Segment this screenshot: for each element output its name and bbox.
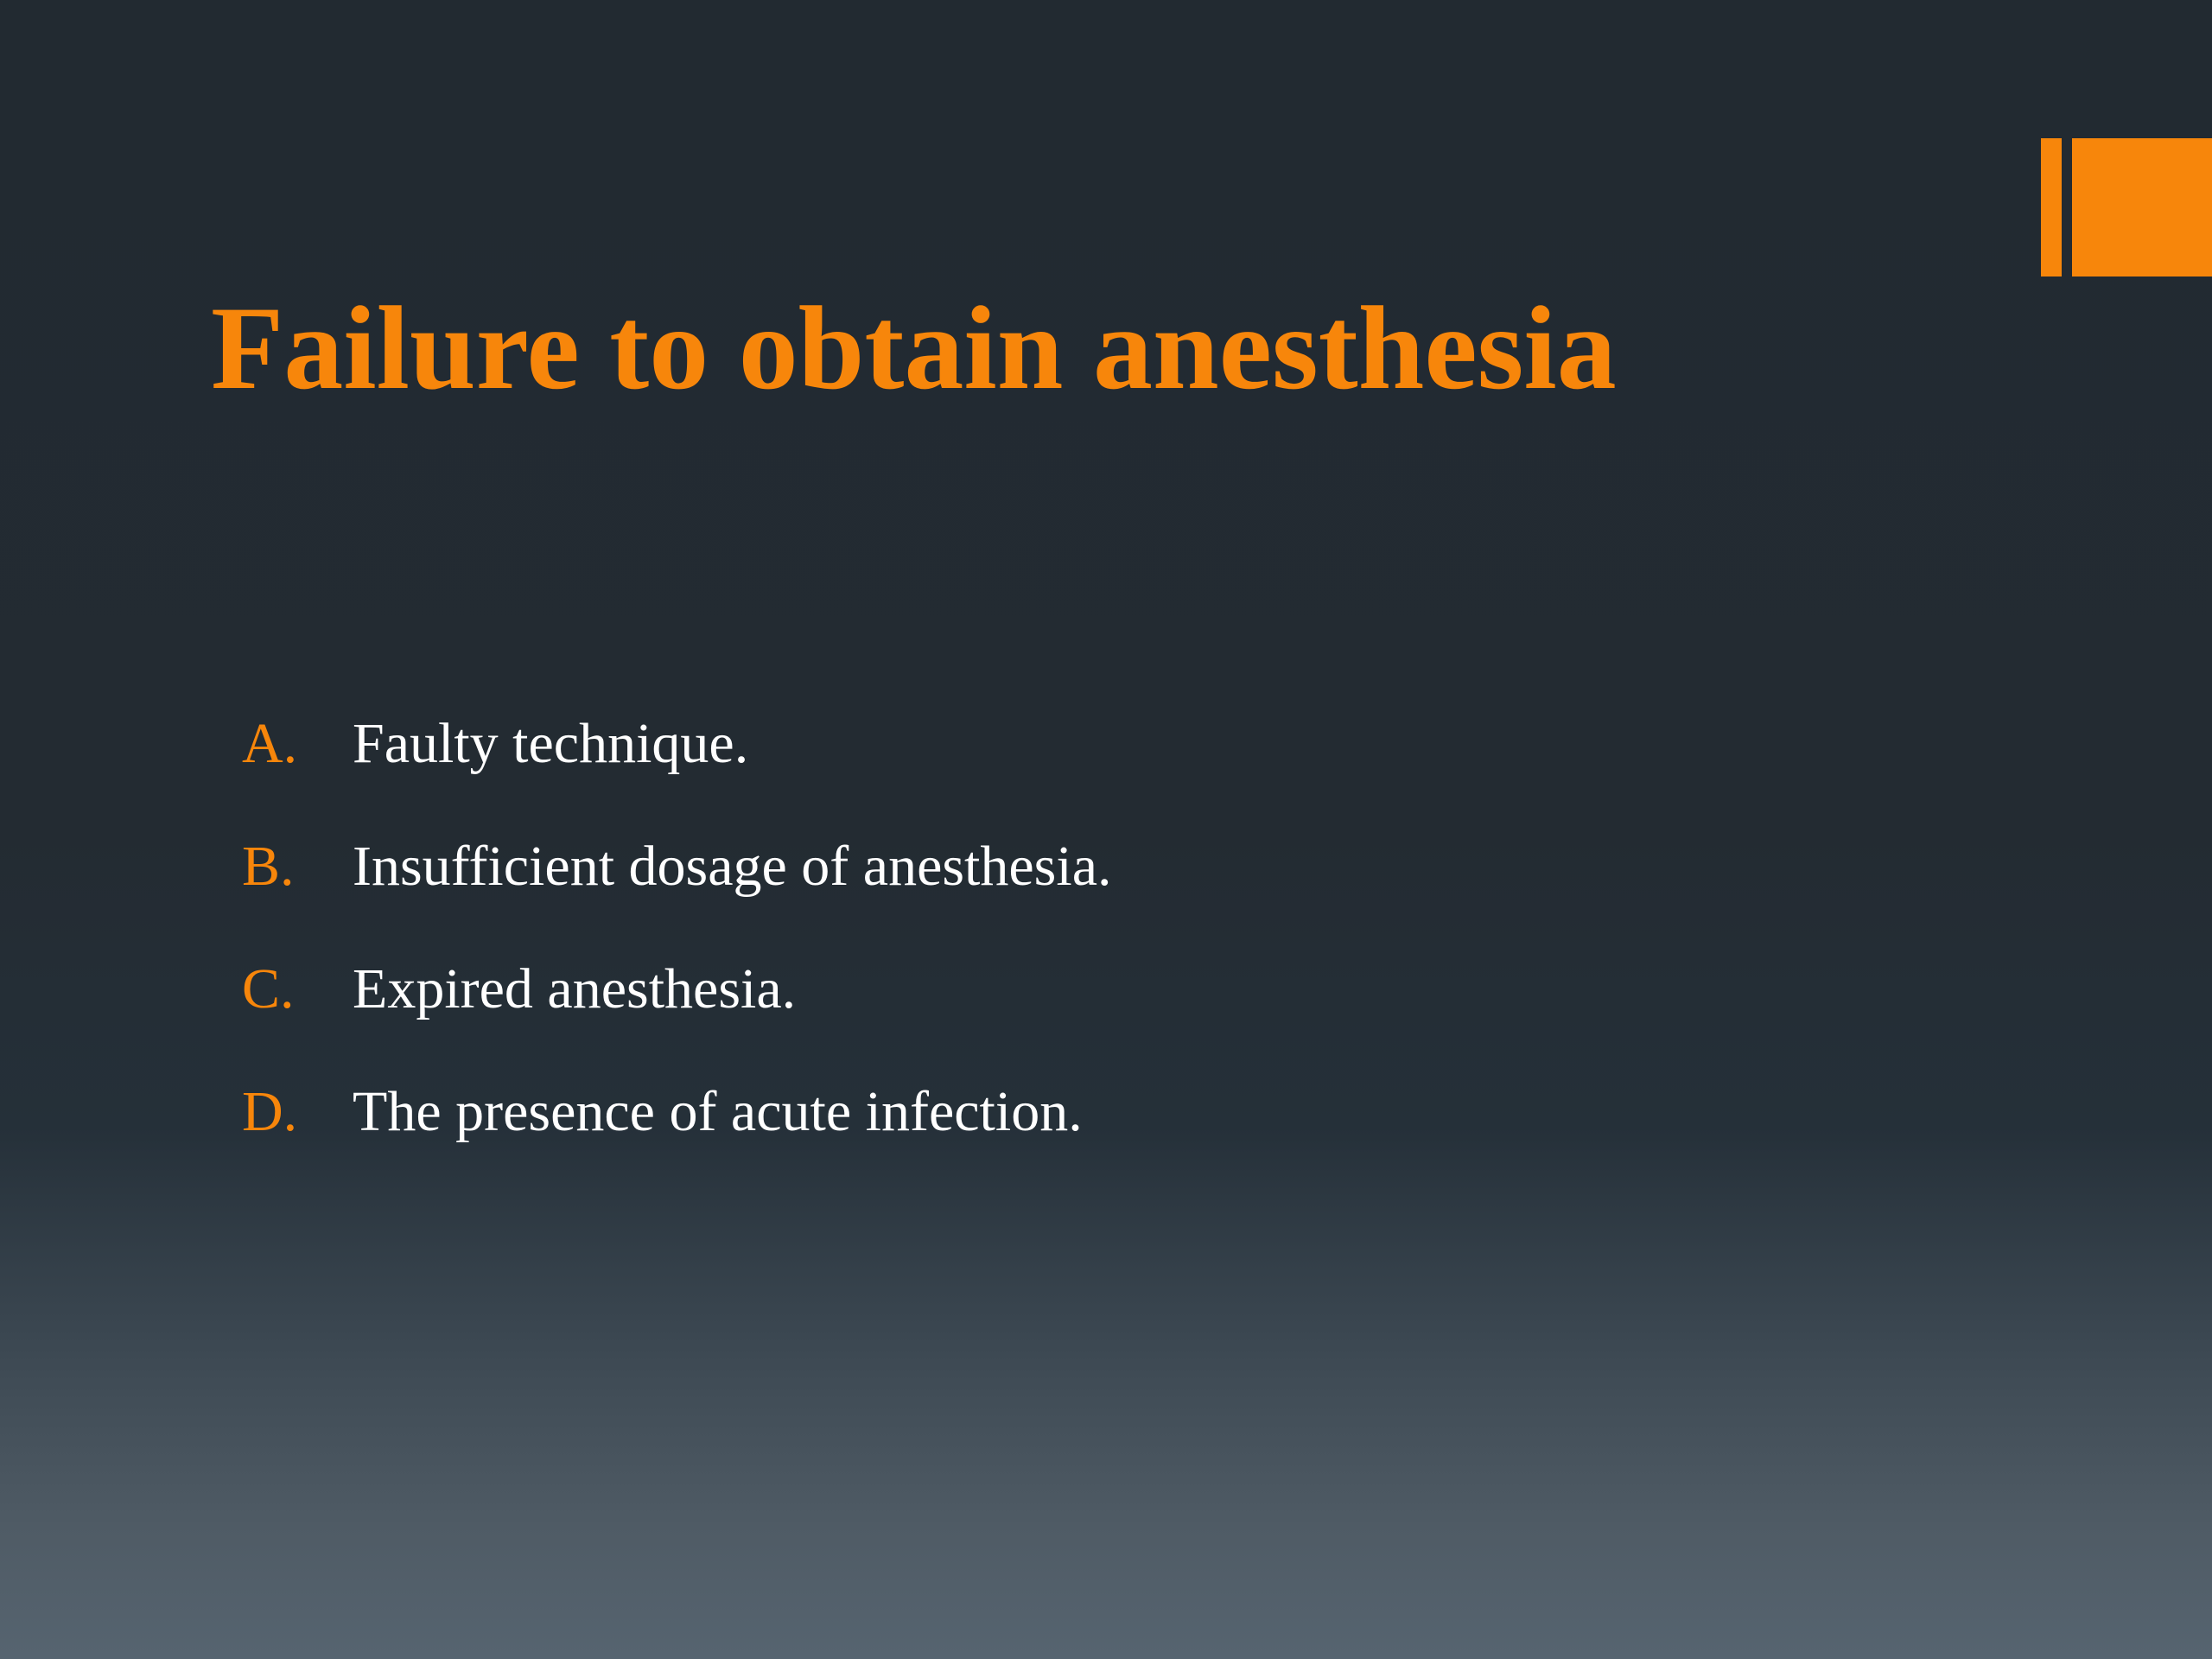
list-item-text: Expired anesthesia.: [353, 957, 797, 1020]
list-item-text: The presence of acute infection.: [353, 1080, 1083, 1143]
list-marker: D.: [242, 1080, 298, 1143]
accent-bar-block: [2072, 138, 2212, 276]
list-item-text: Insufficient dosage of anesthesia.: [353, 835, 1112, 898]
accent-bar-thin: [2041, 138, 2062, 276]
list-marker: B.: [242, 835, 295, 898]
list-item-text: Faulty technique.: [353, 712, 749, 775]
slide-title: Failure to obtain anesthesia: [211, 282, 1617, 414]
list-marker: A.: [242, 712, 298, 775]
list-marker: C.: [242, 957, 295, 1020]
